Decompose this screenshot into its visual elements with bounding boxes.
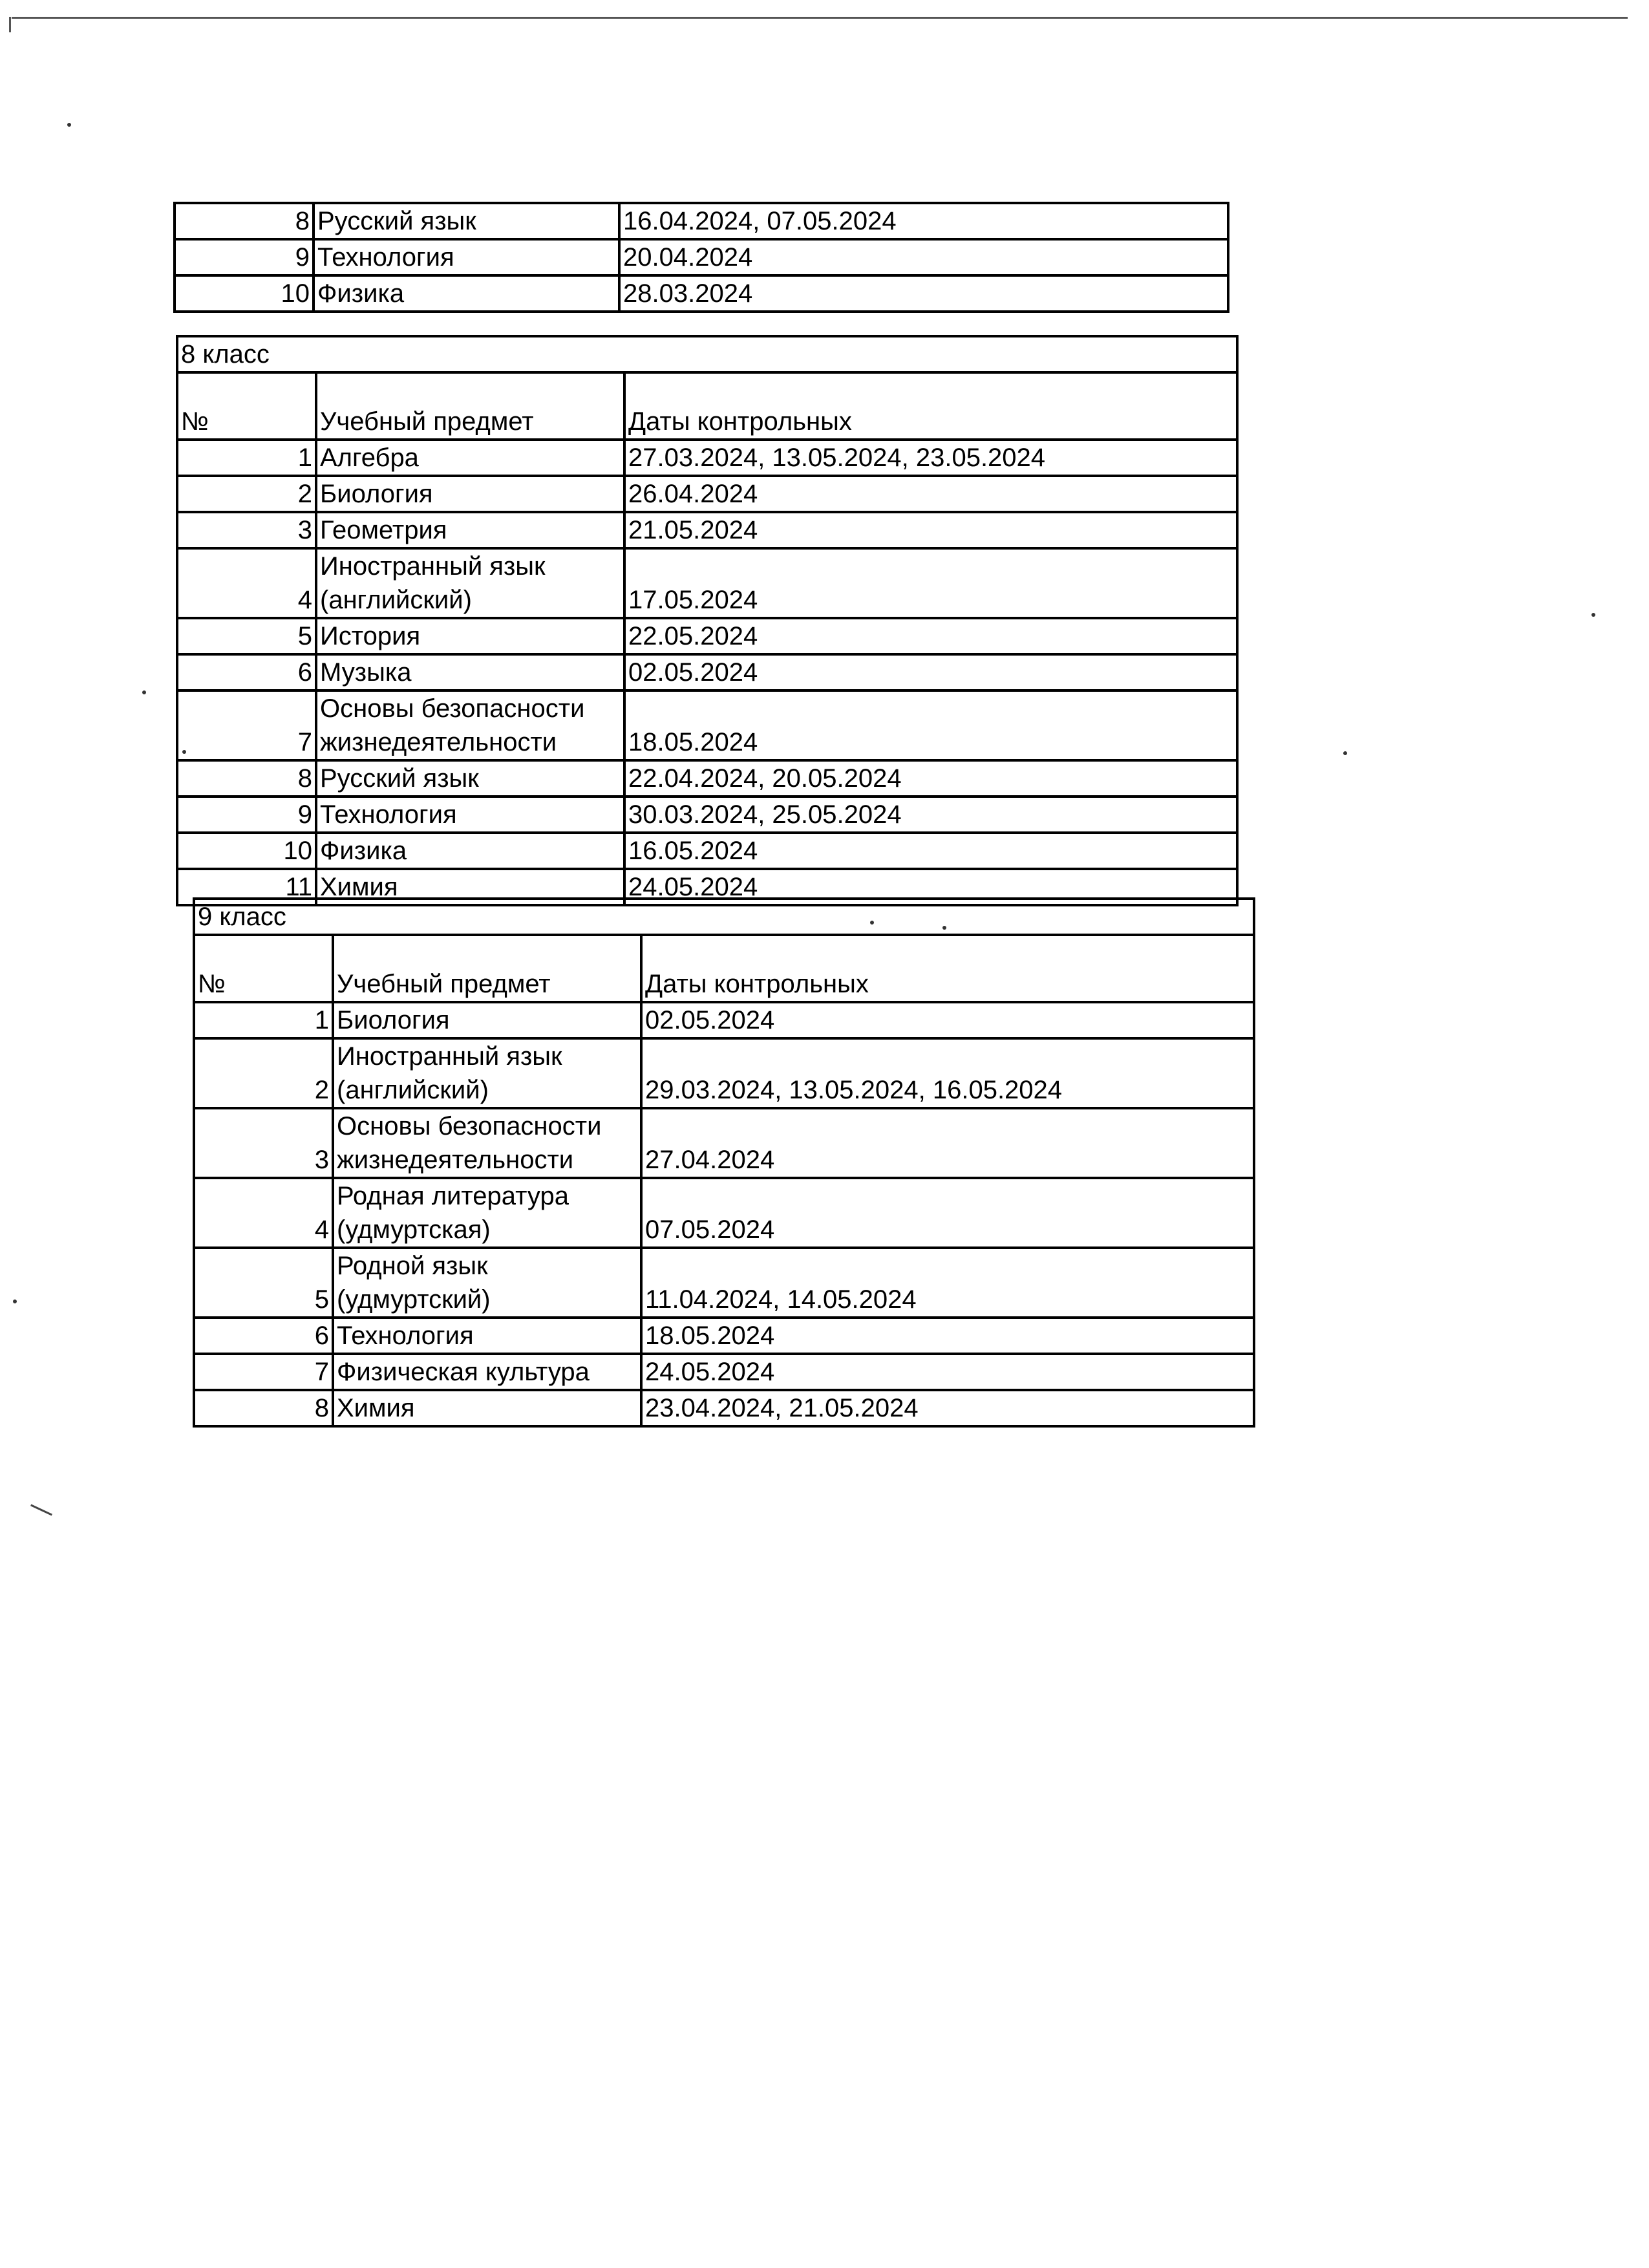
row-number: 11 bbox=[177, 869, 316, 905]
dates-cell: 02.05.2024 bbox=[641, 1002, 1254, 1038]
table-row bbox=[177, 760, 1237, 797]
subject-cell: Технология bbox=[314, 239, 619, 275]
table-title-row bbox=[194, 899, 1254, 935]
subject-cell: Физическая культура bbox=[333, 1354, 641, 1390]
subject-cell bbox=[333, 1038, 641, 1108]
row-number: 3 bbox=[177, 512, 316, 548]
scan-edge-line bbox=[12, 17, 1628, 19]
schedule-table-grade-9 bbox=[193, 897, 1255, 1428]
subject-line: Родная литература bbox=[337, 1182, 569, 1210]
row-number: 8 bbox=[175, 203, 314, 239]
scan-edge-tick bbox=[9, 17, 11, 32]
dates-cell: 23.04.2024, 21.05.2024 bbox=[641, 1390, 1254, 1426]
dates-cell: 22.05.2024 bbox=[624, 618, 1237, 654]
subject-line: Иностранный язык bbox=[337, 1042, 562, 1071]
schedule-table-continuation bbox=[173, 202, 1229, 313]
subject-cell: История bbox=[316, 618, 624, 654]
subject-line: Иностранный язык bbox=[320, 552, 546, 581]
table-row bbox=[177, 833, 1237, 869]
row-number: 2 bbox=[177, 476, 316, 512]
subject-cell bbox=[333, 1108, 641, 1178]
dates-cell: 29.03.2024, 13.05.2024, 16.05.2024 bbox=[641, 1038, 1254, 1108]
subject-cell bbox=[316, 690, 624, 760]
table-title-row bbox=[177, 336, 1237, 372]
subject-cell: Технология bbox=[333, 1318, 641, 1354]
subject-cell: Русский язык bbox=[314, 203, 619, 239]
row-number: 9 bbox=[175, 239, 314, 275]
row-number: 1 bbox=[194, 1002, 333, 1038]
table-row bbox=[177, 654, 1237, 690]
row-number: 1 bbox=[177, 440, 316, 476]
dates-cell: 18.05.2024 bbox=[624, 690, 1237, 760]
table-row bbox=[175, 239, 1228, 275]
table-row bbox=[194, 1108, 1254, 1178]
table-row bbox=[194, 1038, 1254, 1108]
subject-cell: Химия bbox=[333, 1390, 641, 1426]
scan-speck bbox=[942, 926, 946, 930]
subject-cell bbox=[333, 1178, 641, 1248]
header-number: № bbox=[194, 935, 333, 1002]
scan-speck bbox=[142, 690, 146, 694]
subject-line: Основы безопасности bbox=[337, 1112, 602, 1140]
table-row bbox=[177, 548, 1237, 618]
dates-cell: 21.05.2024 bbox=[624, 512, 1237, 548]
table-row bbox=[175, 275, 1228, 312]
table-row bbox=[177, 690, 1237, 760]
subject-cell: Физика bbox=[316, 833, 624, 869]
table-row bbox=[194, 1248, 1254, 1318]
subject-line: Родной язык bbox=[337, 1252, 488, 1280]
dates-cell: 11.04.2024, 14.05.2024 bbox=[641, 1248, 1254, 1318]
subject-cell: Русский язык bbox=[316, 760, 624, 797]
scan-speck bbox=[67, 123, 71, 127]
subject-cell: Технология bbox=[316, 797, 624, 833]
row-number: 10 bbox=[177, 833, 316, 869]
dates-cell: 26.04.2024 bbox=[624, 476, 1237, 512]
table-row bbox=[177, 797, 1237, 833]
subject-line: (удмуртская) bbox=[337, 1215, 491, 1244]
header-number: № bbox=[177, 372, 316, 440]
table-row bbox=[177, 512, 1237, 548]
dates-cell: 28.03.2024 bbox=[619, 275, 1228, 312]
dates-cell: 16.05.2024 bbox=[624, 833, 1237, 869]
scan-speck bbox=[1591, 613, 1595, 617]
row-number: 6 bbox=[194, 1318, 333, 1354]
row-number: 5 bbox=[177, 618, 316, 654]
table-row bbox=[194, 1178, 1254, 1248]
row-number: 4 bbox=[194, 1178, 333, 1248]
row-number: 7 bbox=[177, 690, 316, 760]
subject-line: (удмуртский) bbox=[337, 1285, 491, 1314]
table-row bbox=[175, 203, 1228, 239]
dates-cell: 07.05.2024 bbox=[641, 1178, 1254, 1248]
table-row bbox=[194, 1002, 1254, 1038]
dates-cell: 27.03.2024, 13.05.2024, 23.05.2024 bbox=[624, 440, 1237, 476]
scan-speck bbox=[182, 750, 186, 754]
header-subject: Учебный предмет bbox=[316, 372, 624, 440]
grade-title: 9 класс bbox=[194, 899, 1254, 935]
subject-cell: Музыка bbox=[316, 654, 624, 690]
table-row bbox=[194, 1354, 1254, 1390]
row-number: 8 bbox=[194, 1390, 333, 1426]
header-dates: Даты контрольных bbox=[641, 935, 1254, 1002]
subject-line: Основы безопасности bbox=[320, 694, 585, 723]
subject-cell: Биология bbox=[316, 476, 624, 512]
subject-cell bbox=[333, 1248, 641, 1318]
grade-title: 8 класс bbox=[177, 336, 1237, 372]
scan-speck bbox=[870, 921, 874, 925]
subject-cell: Алгебра bbox=[316, 440, 624, 476]
row-number: 8 bbox=[177, 760, 316, 797]
dates-cell: 27.04.2024 bbox=[641, 1108, 1254, 1178]
header-dates: Даты контрольных bbox=[624, 372, 1237, 440]
table-row bbox=[177, 618, 1237, 654]
dates-cell: 18.05.2024 bbox=[641, 1318, 1254, 1354]
table-header-row bbox=[177, 372, 1237, 440]
row-number: 5 bbox=[194, 1248, 333, 1318]
row-number: 7 bbox=[194, 1354, 333, 1390]
row-number: 4 bbox=[177, 548, 316, 618]
subject-line: жизнедеятельности bbox=[320, 728, 557, 756]
dates-cell: 24.05.2024 bbox=[624, 869, 1237, 905]
header-subject: Учебный предмет bbox=[333, 935, 641, 1002]
scan-speck bbox=[1343, 751, 1347, 755]
row-number: 2 bbox=[194, 1038, 333, 1108]
dates-cell: 17.05.2024 bbox=[624, 548, 1237, 618]
row-number: 10 bbox=[175, 275, 314, 312]
table-header-row bbox=[194, 935, 1254, 1002]
row-number: 3 bbox=[194, 1108, 333, 1178]
table-row bbox=[177, 440, 1237, 476]
table-row bbox=[177, 476, 1237, 512]
subject-line: (английский) bbox=[337, 1076, 489, 1104]
subject-cell: Геометрия bbox=[316, 512, 624, 548]
dates-cell: 02.05.2024 bbox=[624, 654, 1237, 690]
row-number: 9 bbox=[177, 797, 316, 833]
dates-cell: 24.05.2024 bbox=[641, 1354, 1254, 1390]
subject-cell: Химия bbox=[316, 869, 624, 905]
subject-line: (английский) bbox=[320, 586, 472, 614]
table-row bbox=[194, 1318, 1254, 1354]
table-row bbox=[194, 1390, 1254, 1426]
scan-speck bbox=[13, 1300, 17, 1303]
schedule-table-grade-8 bbox=[176, 335, 1239, 906]
subject-cell: Биология bbox=[333, 1002, 641, 1038]
dates-cell: 30.03.2024, 25.05.2024 bbox=[624, 797, 1237, 833]
dates-cell: 20.04.2024 bbox=[619, 239, 1228, 275]
subject-line: жизнедеятельности bbox=[337, 1146, 574, 1174]
scan-mark bbox=[30, 1504, 52, 1516]
subject-cell bbox=[316, 548, 624, 618]
dates-cell: 16.04.2024, 07.05.2024 bbox=[619, 203, 1228, 239]
dates-cell: 22.04.2024, 20.05.2024 bbox=[624, 760, 1237, 797]
subject-cell: Физика bbox=[314, 275, 619, 312]
row-number: 6 bbox=[177, 654, 316, 690]
